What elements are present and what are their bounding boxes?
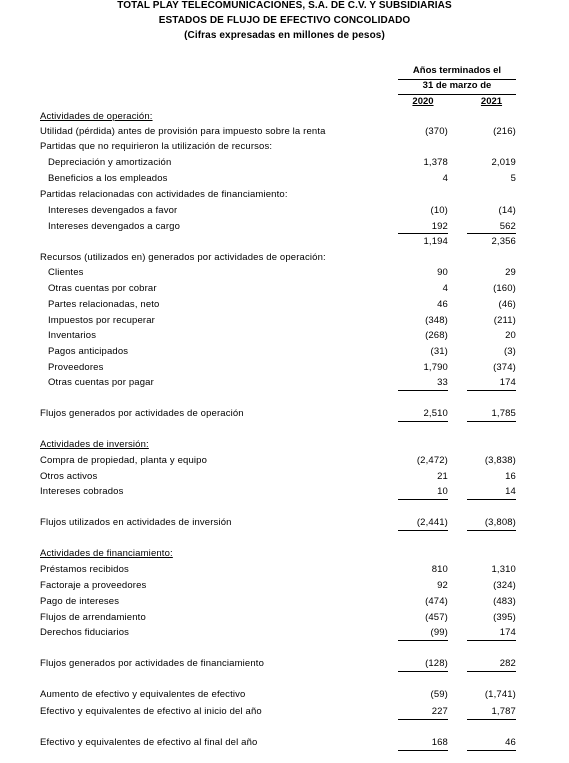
subtotal-line: [467, 390, 516, 391]
row-label: Intereses cobrados: [40, 486, 124, 497]
table-row: [0, 157, 569, 171]
value-2020: (99): [430, 627, 448, 638]
value-2020: 21: [437, 471, 448, 482]
row-label: Actividades de inversión:: [40, 439, 149, 450]
row-label: Aumento de efectivo y equivalentes de efectivo: [40, 689, 246, 700]
value-2020: 92: [437, 580, 448, 591]
row-label: Partidas relacionadas con actividades de financiamiento:: [40, 189, 288, 200]
total-line: [467, 750, 516, 751]
table-row: [0, 267, 569, 281]
value-2020: 4: [442, 283, 448, 294]
row-label: Compra de propiedad, planta y equipo: [40, 455, 208, 466]
table-row: [0, 486, 569, 500]
value-2020: 10: [437, 486, 448, 497]
total-line: [398, 530, 448, 531]
value-2020: 2,510: [423, 408, 448, 419]
value-2021: 29: [505, 267, 516, 278]
column-year-2021: 2021: [480, 96, 503, 107]
row-label: Flujos generados por actividades de financiamiento: [40, 658, 265, 669]
value-2021: 2,356: [491, 236, 516, 247]
row-label: Inventarios: [48, 330, 97, 341]
value-2021: 1,310: [491, 564, 516, 575]
value-2020: 33: [437, 377, 448, 388]
row-label: Proveedores: [48, 362, 104, 373]
subtotal-line: [398, 719, 448, 720]
value-2021: 1,785: [491, 408, 516, 419]
value-2020: (31): [430, 346, 448, 357]
table-row: [0, 189, 569, 203]
value-2020: (474): [425, 596, 448, 607]
row-label: Flujos de arrendamiento: [40, 612, 146, 623]
column-heading-line2: 31 de marzo de: [422, 80, 492, 91]
value-2020: 168: [431, 737, 448, 748]
column-heading-line1: Años terminados el: [412, 65, 502, 76]
subtotal-line: [398, 233, 448, 234]
value-2021: (483): [493, 596, 516, 607]
row-label: Recursos (utilizados en) generados por actividades de operación:: [40, 252, 326, 263]
row-label: Intereses devengados a favor: [48, 205, 178, 216]
table-row: [0, 377, 569, 391]
table-row: [0, 706, 569, 720]
subtotal-line: [398, 499, 448, 500]
section-heading-financiamiento: [0, 548, 569, 562]
value-2020: 46: [437, 299, 448, 310]
value-2021: (1,741): [484, 689, 516, 700]
value-2020: (457): [425, 612, 448, 623]
value-2021: (3,808): [484, 517, 516, 528]
value-2020: (348): [425, 315, 448, 326]
value-2020: (2,441): [416, 517, 448, 528]
row-label: Préstamos recibidos: [40, 564, 129, 575]
final-total-row: [0, 737, 569, 751]
table-row: [0, 346, 569, 360]
value-2021: (324): [493, 580, 516, 591]
row-label: Partidas que no requirieron la utilización de recursos:: [40, 141, 273, 152]
row-label: Efectivo y equivalentes de efectivo al final del año: [40, 737, 258, 748]
value-2020: 1,194: [423, 236, 448, 247]
table-row: [0, 330, 569, 344]
total-row: [0, 658, 569, 672]
value-2021: (14): [498, 205, 516, 216]
value-2020: 90: [437, 267, 448, 278]
value-2021: (3,838): [484, 455, 516, 466]
total-row: [0, 408, 569, 422]
value-2021: (216): [493, 126, 516, 137]
table-row: [0, 471, 569, 485]
table-row: [0, 596, 569, 610]
value-2021: (211): [493, 315, 516, 326]
value-2020: (268): [425, 330, 448, 341]
value-2020: (10): [430, 205, 448, 216]
value-2020: (59): [430, 689, 448, 700]
table-row: [0, 564, 569, 578]
total-line: [398, 671, 448, 672]
subtotal-line: [467, 640, 516, 641]
table-row: [0, 455, 569, 469]
value-2021: 174: [499, 377, 516, 388]
total-line: [467, 530, 516, 531]
row-label: Flujos utilizados en actividades de inversión: [40, 517, 232, 528]
value-2020: 1,790: [423, 362, 448, 373]
table-row: [0, 612, 569, 626]
total-line: [467, 671, 516, 672]
table-row: [0, 299, 569, 313]
subtotal-line: [398, 640, 448, 641]
value-2021: (46): [498, 299, 516, 310]
section-heading-operacion: [0, 111, 569, 125]
value-2020: 1,378: [423, 157, 448, 168]
row-label: Depreciación y amortización: [48, 157, 172, 168]
statement-subtitle: (Cifras expresadas en millones de pesos): [184, 30, 385, 41]
value-2021: (395): [493, 612, 516, 623]
statement-title: ESTADOS DE FLUJO DE EFECTIVO CONCOLIDADO: [158, 15, 411, 26]
value-2021: 14: [505, 486, 516, 497]
value-2021: 562: [499, 221, 516, 232]
subtotal-line: [467, 499, 516, 500]
value-2021: 20: [505, 330, 516, 341]
row-label: Pago de intereses: [40, 596, 120, 607]
table-row: [0, 252, 569, 266]
value-2021: 174: [499, 627, 516, 638]
row-label: Utilidad (pérdida) antes de provisión para impuesto sobre la renta: [40, 126, 326, 137]
table-row: [0, 205, 569, 219]
table-row: [0, 283, 569, 297]
section-heading-inversion: [0, 439, 569, 453]
subtotal-line: [467, 719, 516, 720]
subtotal-row: [0, 236, 569, 250]
value-2020: (128): [425, 658, 448, 669]
row-label: Partes relacionadas, neto: [48, 299, 160, 310]
value-2020: 4: [442, 173, 448, 184]
value-2021: 46: [505, 737, 516, 748]
row-label: Flujos generados por actividades de operación: [40, 408, 244, 419]
row-label: Otros activos: [40, 471, 98, 482]
row-label: Pagos anticipados: [48, 346, 129, 357]
value-2021: (3): [503, 346, 516, 357]
divider: [398, 94, 516, 95]
table-row: [0, 362, 569, 376]
row-label: Otras cuentas por cobrar: [48, 283, 157, 294]
value-2020: 192: [431, 221, 448, 232]
value-2021: 1,787: [491, 706, 516, 717]
value-2020: (2,472): [416, 455, 448, 466]
row-label: Clientes: [48, 267, 84, 278]
value-2021: 2,019: [491, 157, 516, 168]
total-row: [0, 517, 569, 531]
row-label: Beneficios a los empleados: [48, 173, 168, 184]
table-row: [0, 627, 569, 641]
table-row: [0, 580, 569, 594]
column-year-2020: 2020: [412, 96, 434, 107]
table-row: [0, 689, 569, 703]
value-2021: 16: [505, 471, 516, 482]
value-2021: (374): [493, 362, 516, 373]
row-label: Otras cuentas por pagar: [48, 377, 154, 388]
row-label: Intereses devengados a cargo: [48, 221, 181, 232]
table-row: [0, 315, 569, 329]
table-row: [0, 126, 569, 140]
row-label: Efectivo y equivalentes de efectivo al inicio del año: [40, 706, 262, 717]
row-label: Impuestos por recuperar: [48, 315, 155, 326]
total-line: [467, 421, 516, 422]
value-2020: (370): [425, 126, 448, 137]
table-row: [0, 141, 569, 155]
subtotal-line: [467, 233, 516, 234]
subtotal-line: [398, 390, 448, 391]
value-2020: 810: [431, 564, 448, 575]
total-line: [398, 421, 448, 422]
row-label: Factoraje a proveedores: [40, 580, 147, 591]
row-label: Derechos fiduciarios: [40, 627, 130, 638]
company-name: TOTAL PLAY TELECOMUNICACIONES, S.A. DE C.V. Y SUBSIDIARIAS: [117, 0, 452, 11]
value-2021: 282: [499, 658, 516, 669]
total-line: [398, 750, 448, 751]
table-row: [0, 173, 569, 187]
value-2021: 5: [510, 173, 516, 184]
value-2021: (160): [493, 283, 516, 294]
row-label: Actividades de financiamiento:: [40, 548, 173, 559]
row-label: Actividades de operación:: [40, 111, 153, 122]
value-2020: 227: [431, 706, 448, 717]
